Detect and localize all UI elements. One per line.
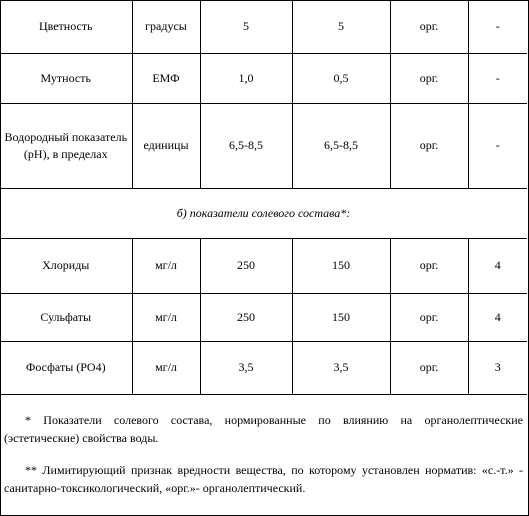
harm-sign: орг. — [390, 238, 468, 293]
table-row-color — [0, 0, 527, 53]
table-row-phosphates — [0, 341, 527, 394]
norm-value-2: 150 — [292, 293, 390, 341]
unit-cell: мг/л — [132, 238, 200, 293]
harm-sign: орг. — [390, 341, 468, 394]
indicator-name: Водородный показатель (рН), в пределах — [0, 103, 132, 188]
norm-value-1: 6,5-8,5 — [200, 103, 292, 188]
norm-value-1: 250 — [200, 238, 292, 293]
indicator-name: Фосфаты (PO4) — [0, 341, 132, 394]
norm-value-2: 150 — [292, 238, 390, 293]
indicator-name: Сульфаты — [0, 293, 132, 341]
table-row-chlorides — [0, 238, 527, 293]
hazard-class: 4 — [468, 293, 527, 341]
table-row-turbidity — [0, 53, 527, 103]
norm-value-1: 1,0 — [200, 53, 292, 103]
section-title: б) показатели солевого состава*: — [0, 188, 527, 238]
indicator-name: Цветность — [0, 0, 132, 53]
hazard-class: - — [468, 103, 527, 188]
norm-value-2: 3,5 — [292, 341, 390, 394]
table-row-sulfates — [0, 293, 527, 341]
norm-value-2: 6,5-8,5 — [292, 103, 390, 188]
norm-value-1: 5 — [200, 0, 292, 53]
hazard-class: - — [468, 0, 527, 53]
footnote-harm-sign: ** Лимитирующий признак вредности вещества, по которому установлен норматив: «с.-т.» - санитарно-токсикологический, «орг.»- органолептический. — [4, 463, 523, 495]
harm-sign: орг. — [390, 103, 468, 188]
indicator-name: Хлориды — [0, 238, 132, 293]
hazard-class: 3 — [468, 341, 527, 394]
harm-sign: орг. — [390, 293, 468, 341]
table-section-row — [0, 188, 527, 238]
footnote-salt-composition: * Показатели солевого состава, нормированные по влиянию на органолептические (эстетические) свойства воды. — [4, 413, 523, 445]
unit-cell: ЕМФ — [132, 53, 200, 103]
table-row-ph — [0, 103, 527, 188]
norm-value-1: 3,5 — [200, 341, 292, 394]
unit-cell: единицы — [132, 103, 200, 188]
hazard-class: 4 — [468, 238, 527, 293]
norm-value-2: 5 — [292, 0, 390, 53]
harm-sign: орг. — [390, 53, 468, 103]
unit-cell: градусы — [132, 0, 200, 53]
unit-cell: мг/л — [132, 293, 200, 341]
indicator-name: Мутность — [0, 53, 132, 103]
unit-cell: мг/л — [132, 341, 200, 394]
harm-sign: орг. — [390, 0, 468, 53]
norm-value-2: 0,5 — [292, 53, 390, 103]
norm-value-1: 250 — [200, 293, 292, 341]
hazard-class: - — [468, 53, 527, 103]
footnotes — [0, 398, 527, 497]
